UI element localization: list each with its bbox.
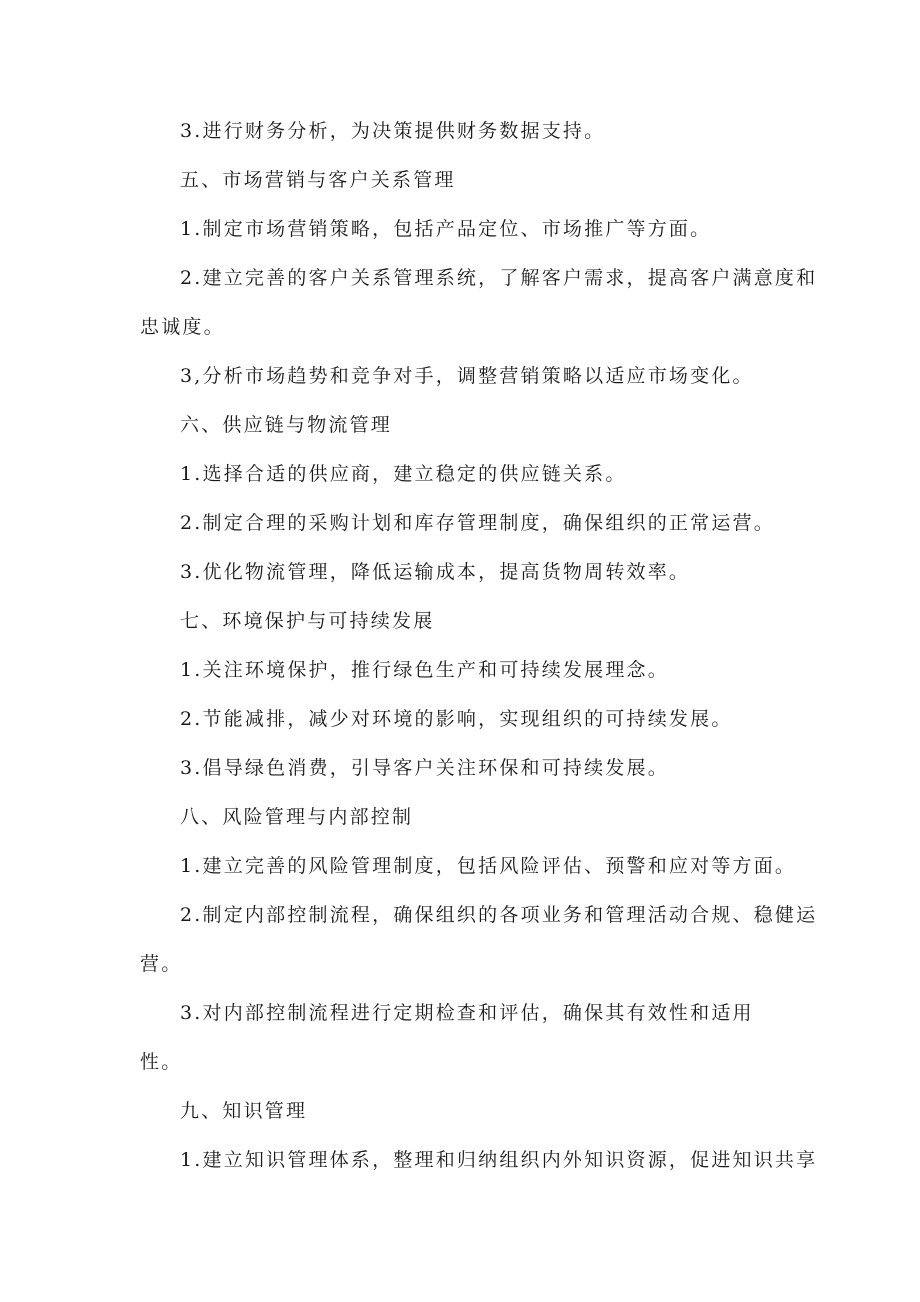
paragraph-finance-analysis: 3.进行财务分析，为决策提供财务数据支持。 [180, 120, 606, 142]
section-heading-knowledge: 九、知识管理 [180, 1100, 308, 1122]
paragraph-crm-system: 2.建立完善的客户关系管理系统，了解客户需求，提高客户满意度和 [180, 267, 818, 289]
paragraph-knowledge-system: 1.建立知识管理体系，整理和归纳组织内外知识资源，促进知识共享 [180, 1149, 818, 1171]
paragraph-risk-system: 1.建立完善的风险管理制度，包括风险评估、预警和应对等方面。 [180, 855, 797, 877]
paragraph-green-consumption: 3.倡导绿色消费，引导客户关注环保和可持续发展。 [180, 757, 669, 779]
paragraph-logistics: 3.优化物流管理，降低运输成本，提高货物周转效率。 [180, 561, 691, 583]
section-heading-supply-chain: 六、供应链与物流管理 [180, 414, 393, 436]
paragraph-energy-saving: 2.节能减排，减少对环境的影响，实现组织的可持续发展。 [180, 708, 733, 730]
section-heading-environment: 七、环境保护与可持续发展 [180, 610, 435, 632]
paragraph-procurement: 2.制定合理的采购计划和库存管理制度，确保组织的正常运营。 [180, 512, 775, 534]
paragraph-market-trends: 3,分析市场趋势和竞争对手，调整营销策略以适应市场变化。 [180, 365, 754, 387]
paragraph-crm-system-continued: 忠诚度。 [140, 316, 225, 338]
paragraph-green-production: 1.关注环境保护，推行绿色生产和可持续发展理念。 [180, 659, 669, 681]
paragraph-suppliers: 1.选择合适的供应商，建立稳定的供应链关系。 [180, 463, 627, 485]
paragraph-marketing-strategy: 1.制定市场营销策略，包括产品定位、市场推广等方面。 [180, 218, 712, 240]
paragraph-control-review-continued: 性。 [140, 1051, 183, 1073]
paragraph-internal-control: 2.制定内部控制流程，确保组织的各项业务和管理活动合规、稳健运 [180, 904, 818, 926]
section-heading-marketing: 五、市场营销与客户关系管理 [180, 169, 456, 191]
paragraph-control-review: 3.对内部控制流程进行定期检查和评估，确保其有效性和适用 [180, 1002, 754, 1024]
paragraph-internal-control-continued: 营。 [140, 953, 183, 975]
section-heading-risk: 八、风险管理与内部控制 [180, 806, 414, 828]
